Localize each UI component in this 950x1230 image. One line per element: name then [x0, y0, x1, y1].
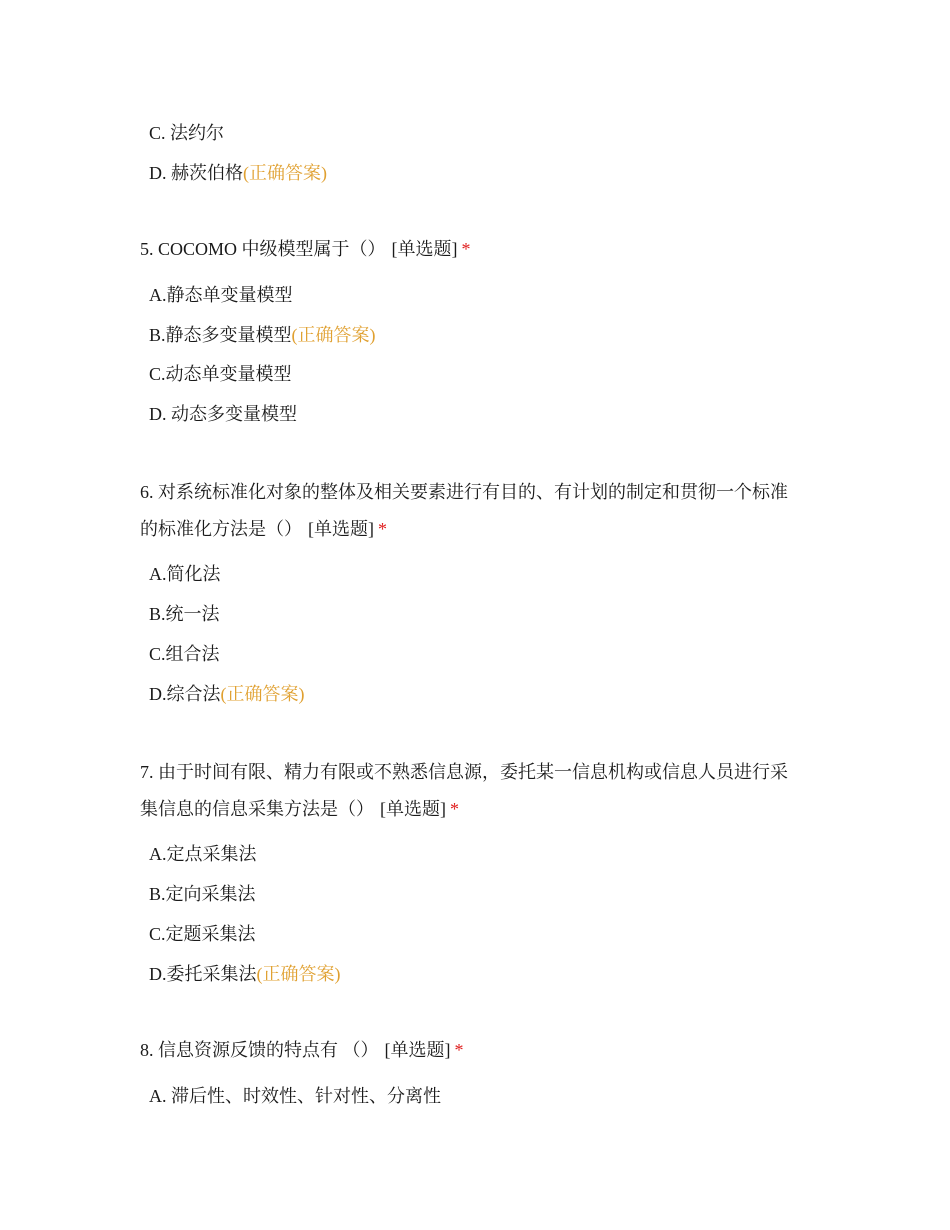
q7-option-c: C.定题采集法	[149, 924, 256, 944]
required-star: *	[450, 799, 459, 819]
q5-option-b: B.静态多变量模型(正确答案)	[149, 325, 376, 345]
q8-question: 8. 信息资源反馈的特点有 （） [单选题] *	[140, 1040, 464, 1060]
q4-option-d: D. 赫茨伯格(正确答案)	[149, 163, 327, 183]
q7-option-b: B.定向采集法	[149, 884, 256, 904]
correct-answer-mark: (正确答案)	[291, 325, 376, 345]
q6-option-c: C.组合法	[149, 644, 220, 664]
q5-question: 5. COCOMO 中级模型属于（） [单选题] *	[140, 239, 471, 259]
required-star: *	[378, 519, 387, 539]
correct-answer-mark: (正确答案)	[256, 964, 341, 984]
q6-option-b: B.统一法	[149, 604, 220, 624]
q7-option-d: D.委托采集法(正确答案)	[149, 964, 341, 984]
q7-question-line2: 集信息的信息采集方法是（） [单选题] *	[140, 799, 459, 819]
q5-option-d: D. 动态多变量模型	[149, 404, 297, 424]
q6-question-line2: 的标准化方法是（） [单选题] *	[140, 519, 387, 539]
question-type-tag: [单选题]	[391, 239, 458, 259]
q6-option-d: D.综合法(正确答案)	[149, 684, 305, 704]
q4-option-c: C. 法约尔	[149, 123, 225, 143]
correct-answer-mark: (正确答案)	[220, 684, 305, 704]
required-star: *	[454, 1040, 464, 1060]
correct-answer-mark: (正确答案)	[243, 163, 327, 183]
q6-question-line1: 6. 对系统标准化对象的整体及相关要素进行有目的、有计划的制定和贯彻一个标准	[140, 482, 788, 502]
question-type-tag: [单选题]	[384, 1040, 451, 1060]
q8-option-a: A. 滞后性、时效性、针对性、分离性	[149, 1086, 441, 1106]
question-type-tag: [单选题]	[380, 799, 446, 819]
required-star: *	[461, 239, 471, 259]
q7-option-a: A.定点采集法	[149, 844, 257, 864]
q7-question-line1: 7. 由于时间有限、精力有限或不熟悉信息源，委托某一信息机构或信息人员进行采	[140, 762, 788, 782]
q5-option-a: A.静态单变量模型	[149, 285, 293, 305]
question-type-tag: [单选题]	[308, 519, 374, 539]
q6-option-a: A.简化法	[149, 564, 221, 584]
q5-option-c: C.动态单变量模型	[149, 364, 292, 384]
